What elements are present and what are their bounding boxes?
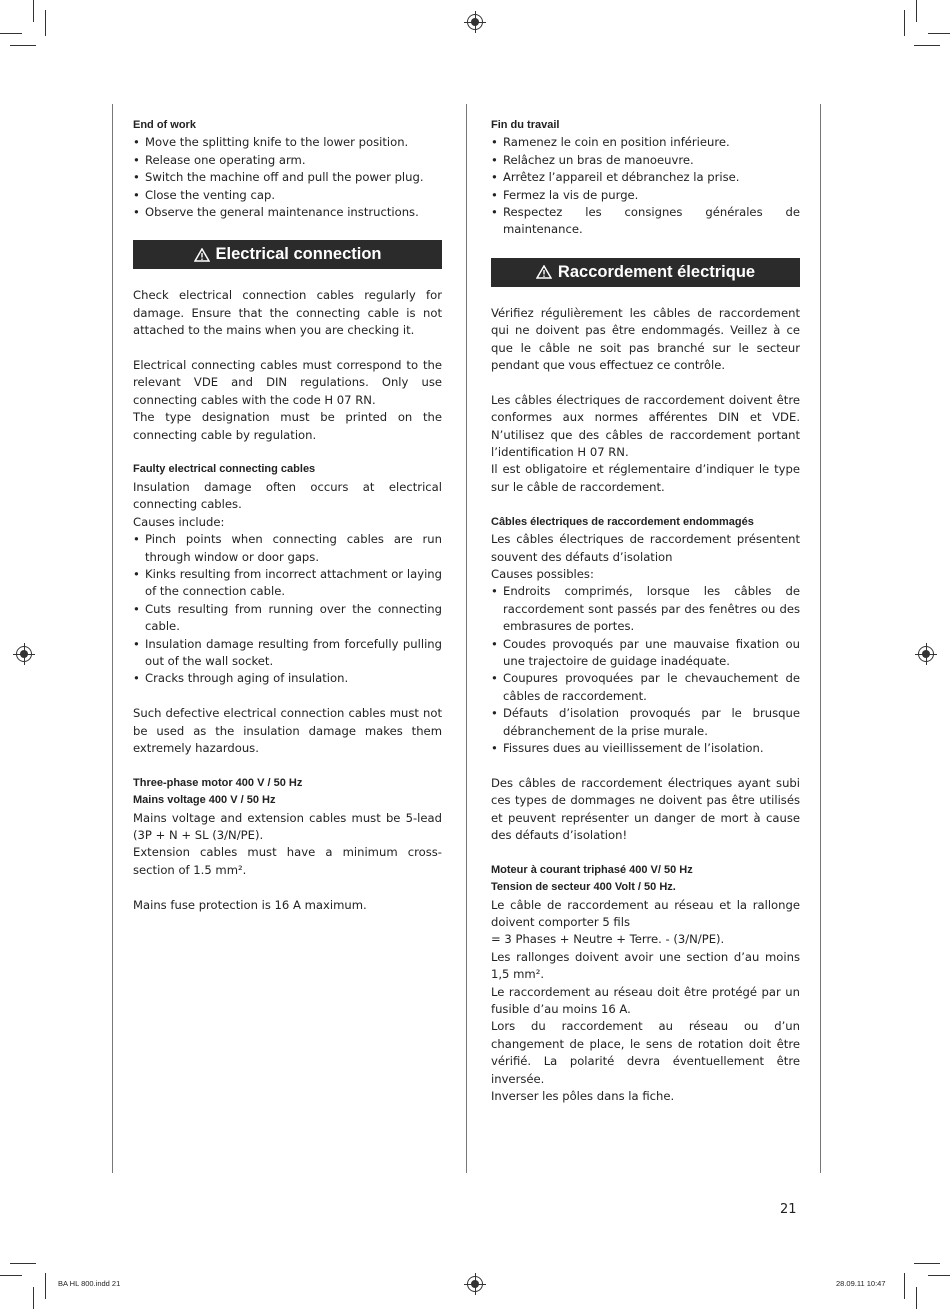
paragraph: Causes include: — [133, 514, 225, 529]
crop-mark — [10, 1263, 36, 1264]
paragraph: Insulation damage often occurs at electrical connecting cables. — [133, 479, 442, 512]
crop-mark — [928, 1275, 950, 1276]
list-item: • Relâchez un bras de manoeuvre. — [491, 152, 800, 169]
slug-date: 28.09.11 10:47 — [836, 1279, 886, 1288]
motor-heading: Moteur à courant triphasé 400 V/ 50 Hz — [491, 863, 693, 876]
paragraph: Des câbles de raccordement électriques ayant subi ces types de dommages ne doivent pas être utilisés et peuvent représenter un danger de mort à cause des défauts d’isolation! — [491, 775, 800, 842]
paragraph: Lors du raccordement au réseau ou d’un changement de place, le sens de rotation doit être vérifié. La polarité devra éventuellement être inversée. — [491, 1019, 800, 1086]
section-banner — [491, 258, 800, 287]
voltage-heading: Tension de secteur 400 Volt / 50 Hz. — [491, 881, 676, 894]
paragraph: Inverser les pôles dans la fiche. — [491, 1089, 675, 1104]
registration-mark — [467, 1276, 483, 1292]
paragraph: Check electrical connection cables regularly for damage. Ensure that the connecting cable is not attached to the mains when you are checking it. — [133, 288, 442, 338]
crop-mark — [916, 0, 917, 22]
paragraph: Il est obligatoire et réglementaire d’indiquer le type sur le câble de raccordement. — [491, 462, 800, 494]
crop-mark — [33, 1287, 34, 1309]
list-item: • Fissures dues au vieillissement de l’isolation. — [491, 740, 800, 757]
french-column — [491, 117, 800, 1105]
paragraph: Causes possibles: — [491, 566, 594, 581]
registration-mark — [16, 646, 32, 662]
faulty-cables-heading: Câbles électriques de raccordement endommagés — [491, 515, 754, 528]
page-number: 21 — [780, 1202, 797, 1217]
list-item: • Cuts resulting from running over the connecting cable. — [133, 601, 442, 636]
section-banner — [133, 240, 442, 269]
end-of-work-list — [133, 134, 442, 221]
banner-title: Electrical connection — [215, 245, 382, 264]
list-item: • Close the venting cap. — [133, 187, 442, 204]
list-item: • Insulation damage resulting from forcefully pulling out of the wall socket. — [133, 636, 442, 671]
paragraph: Les câbles électriques de raccordement doivent être conformes aux normes afférentes DIN et VDE. N’utilisez que des câbles de raccordement portant l’identification H 07 RN. — [491, 392, 800, 460]
column-rule — [820, 104, 821, 1173]
slug-file: BA HL 800.indd 21 — [58, 1279, 121, 1288]
crop-mark — [904, 10, 905, 36]
paragraph: Les câbles électriques de raccordement présentent souvent des défauts d’isolation — [491, 532, 800, 564]
paragraph: = 3 Phases + Neutre + Terre. - (3/N/PE). — [491, 932, 725, 947]
crop-mark — [45, 1273, 46, 1299]
registration-mark — [918, 646, 934, 662]
paragraph: Mains fuse protection is 16 A maximum. — [133, 897, 367, 912]
crop-mark — [0, 33, 22, 34]
list-item: • Kinks resulting from incorrect attachment or laying of the connection cable. — [133, 566, 442, 601]
crop-mark — [904, 1273, 905, 1299]
crop-mark — [914, 1263, 940, 1264]
warning-icon — [536, 265, 552, 279]
list-item: • Ramenez le coin en position inférieure. — [491, 134, 800, 151]
warning-icon — [194, 248, 210, 262]
end-of-work-heading: Fin du travail — [491, 119, 560, 131]
list-item: • Pinch points when connecting cables are run through window or door gaps. — [133, 531, 442, 566]
list-item: • Release one operating arm. — [133, 152, 442, 169]
list-item: • Fermez la vis de purge. — [491, 187, 800, 204]
list-item: • Arrêtez l’appareil et débranchez la prise. — [491, 169, 800, 186]
list-item: • Coupures provoquées par le chevauchement de câbles de raccordement. — [491, 670, 800, 705]
registration-mark — [467, 14, 483, 30]
voltage-heading: Mains voltage 400 V / 50 Hz — [133, 794, 276, 807]
list-item: • Respectez les consignes générales de maintenance. — [491, 204, 800, 239]
list-item: • Observe the general maintenance instructions. — [133, 204, 442, 221]
crop-mark — [914, 45, 940, 46]
paragraph: Vérifiez régulièrement les câbles de raccordement qui ne doivent pas être endommagés. Veillez à ce que le câble ne soit pas branché sur le secteur pendant que vous effectuez ce contrôle. — [491, 305, 800, 373]
paragraph: Electrical connecting cables must correspond to the relevant VDE and DIN regulations. Only use connecting cables with the code H 07 RN. — [133, 358, 442, 407]
paragraph: Le câble de raccordement au réseau et la rallonge doivent comporter 5 fils — [491, 897, 800, 929]
crop-mark — [45, 10, 46, 36]
list-item: • Move the splitting knife to the lower position. — [133, 134, 442, 151]
crop-mark — [10, 45, 36, 46]
paragraph: Le raccordement au réseau doit être protégé par un fusible d’au moins 16 A. — [491, 984, 800, 1017]
list-item: • Switch the machine off and pull the power plug. — [133, 169, 442, 186]
motor-heading: Three-phase motor 400 V / 50 Hz — [133, 776, 303, 789]
paragraph: Extension cables must have a minimum cross-section of 1.5 mm². — [133, 845, 442, 877]
column-rule — [112, 104, 113, 1173]
causes-list — [491, 583, 800, 757]
crop-mark — [916, 1287, 917, 1309]
paragraph: Les rallonges doivent avoir une section d’au moins 1,5 mm². — [491, 949, 800, 982]
list-item: • Défauts d’isolation provoqués par le brusque débranchement de la prise murale. — [491, 705, 800, 740]
faulty-cables-heading: Faulty electrical connecting cables — [133, 463, 316, 476]
paragraph: The type designation must be printed on the connecting cable by regulation. — [133, 410, 442, 442]
crop-mark — [0, 1275, 22, 1276]
paragraph: Mains voltage and extension cables must be 5-lead (3P + N + SL (3/N/PE). — [133, 810, 442, 842]
list-item: • Coudes provoqués par une mauvaise fixation ou une trajectoire de guidage inadéquate. — [491, 636, 800, 671]
crop-mark — [33, 0, 34, 22]
end-of-work-list — [491, 134, 800, 238]
column-rule — [466, 104, 467, 1173]
causes-list — [133, 531, 442, 688]
crop-mark — [928, 33, 950, 34]
paragraph: Such defective electrical connection cables must not be used as the insulation damage makes them extremely hazardous. — [133, 706, 442, 755]
list-item: • Endroits comprimés, lorsque les câbles de raccordement sont passés par des fenêtres ou des embrasures de portes. — [491, 583, 800, 635]
end-of-work-heading: End of work — [133, 119, 196, 131]
banner-title: Raccordement électrique — [557, 262, 756, 281]
list-item: • Cracks through aging of insulation. — [133, 670, 442, 687]
english-column — [133, 117, 442, 914]
